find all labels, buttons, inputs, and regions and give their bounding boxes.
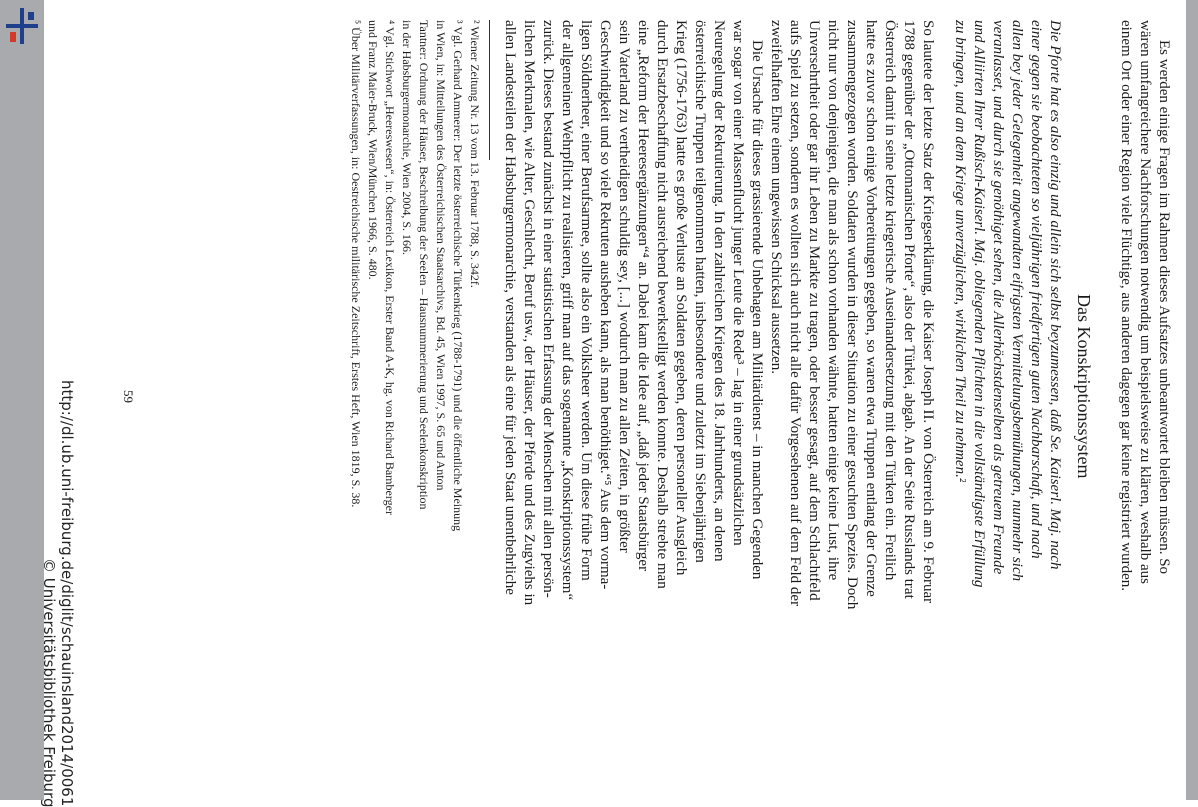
paragraph-line: Österreich damit in seine letzte kriegerische Auseinandersetzung mit den Türken ein. Freilich bbox=[882, 20, 898, 581]
paragraph-line: So lautete der letzte Satz der Kriegserklärung, die Kaiser Joseph II. von Österreich am 9. Februar bbox=[920, 20, 936, 604]
page-number: 59 bbox=[121, 390, 136, 403]
paragraph-line: Krieg (1756-1763) hatte es große Verluste an Soldaten gegeben, deren personeller Ausgleich bbox=[673, 20, 689, 576]
section-heading: Das Konskriptionssystem bbox=[1074, 294, 1094, 479]
paragraph-line: nicht nur von denjenigen, die man als schon vorhanden wähnte, hatten einige keine Lust, ihre bbox=[825, 20, 841, 581]
paragraph-line: allen Landesteilen der Habsburgermonarchie, verstanden als eine für jeden Staat unentbehrliche bbox=[502, 20, 518, 595]
paragraph-line: Die Ursache für dieses grassierende Unbehagen am Militärdienst – in manchen Gegenden bbox=[749, 40, 765, 580]
intro-line: wären umfangreichere Nachforschungen notwendig um beispielsweise zu klären, weshalb aus bbox=[1137, 20, 1153, 584]
paragraph-line: Neuregelung der Rekrutierung. In den zahlreichen Kriegen des 18. Jahrhunderts, an denen bbox=[711, 20, 727, 562]
quote-line: zu bringen, und an dem Kriege unverzüglichen, wirklichen Theil zu nehmen.² bbox=[952, 20, 968, 483]
quote-line: allen bey jeder Gelegenheit angewandten eifrigsten Vermittelungsbemühungen, nunmehr sich bbox=[1009, 20, 1025, 582]
footnote-line: in Wien, in: Mitteilungen des Österreichischen Staatsarchivs, Bd. 45, Wien 1997, S. 65 und Anton bbox=[434, 20, 448, 491]
quote-line: Die Pforte hat es also einzig und allein sich selbst beyzumessen, daß Se. Kaiserl. Maj. nach bbox=[1047, 20, 1063, 570]
paragraph-line: durch Ersatzbeschaffung nicht ausreichend bewerkstelligt werden konnte. Deshalb strebte man bbox=[654, 20, 670, 589]
footnote-line: ² Wiener Zeitung Nr. 13 vom 13. Februar 1788, S. 342f. bbox=[468, 20, 482, 288]
left-sidebar bbox=[0, 0, 44, 800]
quote-line: veranlasset, und durch sie genöthiget sehen, die Allerhöchstdenselben als getreuem Freunde bbox=[990, 20, 1006, 575]
paragraph-line: ligen Söldnerheer, einer Berufsarmee, sollte also ein Volksheer werden. Um diese frühe Form bbox=[578, 20, 594, 581]
paragraph-line: lichen Merkmalen, wie Alter, Geschlecht, Beruf usw., der Häuser, der Pferde und des Zugviehs in bbox=[521, 20, 537, 606]
paragraph-line: hatte es zuvor schon einige Vorbereitungen gegeben, so waren etwa Truppen entlang der Grenze bbox=[863, 20, 879, 597]
quote-line: und Alliirten Ihrer Rußisch-Kaiserl. Maj. obliegenden Pflichten in die vollständigste Erfüllung bbox=[971, 20, 987, 588]
paragraph-line: aufs Spiel zu setzen, sondern es wollten sich auch nicht alle dafür Vorgesehenen auf dem Feld der bbox=[787, 20, 803, 607]
intro-line: Es werden einige Fragen im Rahmen dieses Aufsatzes unbeantwortet bleiben müssen. So bbox=[1156, 40, 1172, 575]
source-url: http://dl.ub.uni-freiburg.de/diglit/schauinsland2014/0061 bbox=[58, 380, 76, 807]
paragraph-line: zusammengezogen worden. Soldaten wurden in dieser Situation zu einer gesuchten Spezies. Doch bbox=[844, 20, 860, 610]
right-sidebar bbox=[1186, 0, 1198, 800]
paragraph-line: der allgemeinen Wehrpflicht zu realisieren, griff man auf das sogenannte „Konskriptionssystem“ bbox=[559, 20, 575, 601]
paragraph-line: österreichische Truppen teilgenommen hatten, insbesondere und zuletzt im Siebenjährigen bbox=[692, 20, 708, 563]
footnote-line: ³ Vgl. Gerhard Ammerer: Der letzte österreichische Türkenkrieg (1788-1791) und die öffentliche Meinung bbox=[451, 20, 465, 532]
footnote-rule bbox=[489, 20, 490, 160]
footnote-line: ⁴ Vgl. Stichwort „Heereswesen“, in: Österreich Lexikon, Erster Band A-K, hg. von Richard Bamberger bbox=[383, 20, 397, 515]
paragraph-line: eine „Reform der Heeresergänzungen“⁴ an. Dabei kam die Idee auf, „daß jeder Staatsbürger bbox=[635, 20, 651, 572]
paragraph-line: 1788 gegenüber der „Ottomanischen Pforte“, also der Türkei, abgab. An der Seite Russlands trat bbox=[901, 20, 917, 599]
paragraph-line: sein Vaterland zu vertheidigen schuldig sey, [...] wodurch man zu allen Zeiten, in größter bbox=[616, 20, 632, 553]
paragraph-line: Geschwindigkeit und so viele Rekruten ausheben kann, als man benöthiget.“⁵ Aus dem vorma- bbox=[597, 20, 613, 590]
paragraph-line: zweifelhaften Ehre einem ungewissen Schicksal aussetzen. bbox=[768, 20, 784, 375]
quote-line: einer gegen sie beobachteten so vieljährigen friedfertigen guten Nachbarschaft, und nach bbox=[1028, 20, 1044, 559]
paragraph-line: Unversehrtheit oder gar ihr Leben zu Markte zu tragen, oder besser gesagt, auf dem Schlachtfeld bbox=[806, 20, 822, 601]
scanned-page bbox=[40, 0, 1186, 807]
paragraph-line: war sogar von einer Massenflucht junger Leute die Rede³ – lag in einer grundsätzlichen bbox=[730, 20, 746, 546]
copyright-notice: © Universitätsbibliothek Freiburg bbox=[40, 558, 58, 807]
library-logo-icon bbox=[6, 2, 38, 50]
rotated-content bbox=[40, 0, 1186, 807]
footnote-line: Tantner: Ordnung der Häuser, Beschreibung der Seelen – Hausnummerierung und Seelenkonskription bbox=[417, 20, 431, 510]
intro-line: einem Ort oder einer Region viele Flüchtige, aus anderen dagegen gar keine registriert wurden. bbox=[1118, 20, 1134, 592]
footnote-line: ⁵ Über Militärverfassungen, in: Oestreichische militärische Zeitschrift, Erstes Heft, Wien 1819, S. 38. bbox=[349, 20, 363, 508]
footnote-line: und Franz Maier-Bruck, Wien/München 1966, S. 480. bbox=[366, 20, 380, 280]
paragraph-line: zurück. Dieses bestand zunächst in einer statistischen Erfassung der Menschen mit allen persön- bbox=[540, 20, 556, 598]
footnote-line: in der Habsburgermonarchie, Wien 2004, S. 166. bbox=[400, 20, 414, 256]
